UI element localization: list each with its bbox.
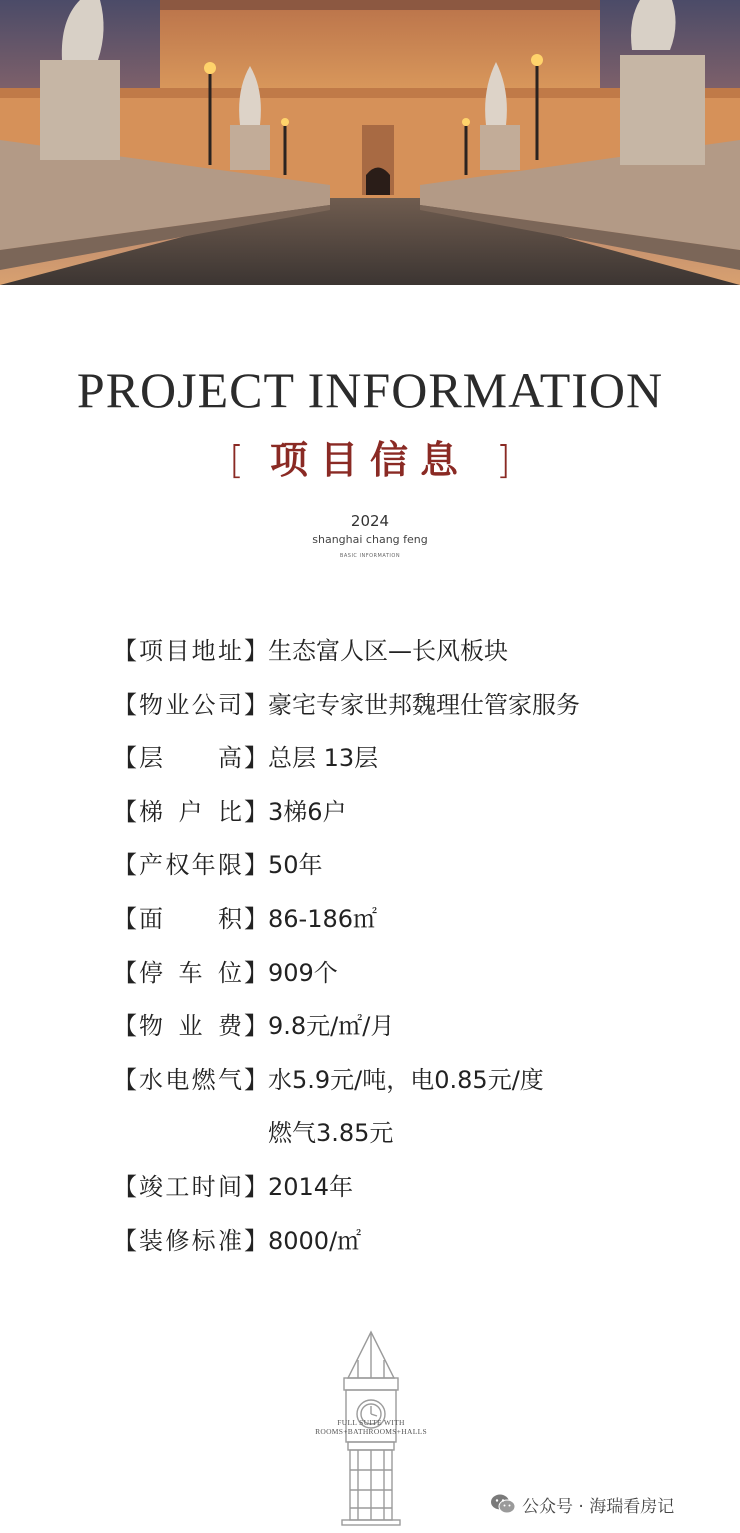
info-row <box>113 894 673 948</box>
info-label-text <box>137 1216 244 1266</box>
label-bracket-right: 】 <box>244 1012 268 1041</box>
label-char: 年 <box>191 851 216 880</box>
info-value: 909个 <box>268 958 338 987</box>
info-label-text <box>137 626 244 676</box>
label-char: 准 <box>217 1226 242 1255</box>
label-bracket-right: 】 <box>244 1065 268 1094</box>
year-label: 2024 <box>350 512 390 530</box>
info-value: 水5.9元/吨，电0.85元/度 <box>268 1065 544 1094</box>
label-char: 装 <box>139 1226 163 1255</box>
label-char: 高 <box>218 744 242 773</box>
label-bracket-left: 【 <box>113 690 137 719</box>
info-row <box>113 787 673 841</box>
info-label-text <box>137 733 244 783</box>
info-value: 3梯6户 <box>268 797 347 826</box>
label-bracket-right: 】 <box>244 904 268 933</box>
info-value: 燃气3.85元 <box>268 1119 394 1148</box>
label-bracket-left: 【 <box>113 904 137 933</box>
label-char: 位 <box>218 958 242 987</box>
info-label-text <box>137 680 244 730</box>
title-chinese-text: 项目信息 <box>269 438 470 482</box>
label-char: 面 <box>139 904 163 933</box>
label-bracket-left: 【 <box>113 637 137 665</box>
page-title-chinese <box>0 432 740 488</box>
label-bracket-right: 】 <box>244 958 268 987</box>
info-label <box>113 733 268 783</box>
label-char: 权 <box>165 851 190 880</box>
label-bracket-left: 【 <box>113 744 137 773</box>
label-char: 址 <box>217 637 242 665</box>
info-row <box>113 948 673 1002</box>
info-value: 2014年 <box>268 1172 354 1201</box>
label-bracket-left: 【 <box>113 1012 137 1041</box>
label-bracket-right: 】 <box>244 797 268 826</box>
label-char: 水 <box>139 1065 163 1094</box>
hero-photo <box>0 0 740 285</box>
label-char: 物 <box>139 690 163 719</box>
label-bracket-left: 【 <box>113 1172 137 1201</box>
label-char: 比 <box>218 797 242 826</box>
label-bracket-right: 】 <box>244 1226 268 1255</box>
bridge-scene <box>0 0 740 285</box>
ornament-caption <box>296 1418 446 1436</box>
watermark-text: 公众号 · 海瑞看房记 <box>522 1496 675 1517</box>
wechat-icon <box>490 1493 516 1515</box>
info-label-text <box>137 1001 244 1051</box>
info-value: 9.8元/㎡/月 <box>268 1012 395 1041</box>
project-info-list <box>113 626 673 1269</box>
label-bracket-left: 【 <box>113 1065 137 1094</box>
info-label-text <box>137 840 244 890</box>
label-char: 车 <box>178 958 203 987</box>
label-bracket-left: 【 <box>113 851 137 880</box>
info-row <box>113 1055 673 1109</box>
info-label <box>113 1001 268 1051</box>
label-char: 时 <box>191 1172 216 1201</box>
label-bracket-right: 】 <box>244 637 268 665</box>
info-label-text <box>137 894 244 944</box>
basic-info-tag: BASIC INFORMATION <box>339 553 401 559</box>
info-label-text <box>137 948 244 998</box>
info-label <box>113 1216 268 1266</box>
info-label <box>113 948 268 998</box>
info-row <box>113 1001 673 1055</box>
watermark <box>490 1491 674 1517</box>
label-char: 标 <box>191 1226 216 1255</box>
label-bracket-left: 【 <box>113 1226 137 1255</box>
label-char: 间 <box>217 1172 242 1201</box>
subtitle-label: shanghai chang feng <box>312 533 428 546</box>
label-bracket-right: 】 <box>244 851 268 880</box>
info-row <box>113 733 673 787</box>
label-bracket-left: 【 <box>113 958 137 987</box>
label-bracket-right: 】 <box>244 690 268 719</box>
info-label <box>113 1162 268 1212</box>
info-label <box>113 787 268 837</box>
info-label <box>113 680 268 730</box>
label-char: 费 <box>218 1012 242 1041</box>
label-char: 公 <box>191 690 216 719</box>
bracket-left: [ <box>229 438 244 482</box>
info-value: 86-186㎡ <box>268 904 378 933</box>
label-char: 电 <box>165 1065 190 1094</box>
label-bracket-left: 【 <box>113 797 137 826</box>
info-label <box>113 894 268 944</box>
info-value: 生态富人区—长风板块 <box>268 637 508 665</box>
label-char: 地 <box>191 637 216 665</box>
label-char: 燃 <box>191 1065 216 1094</box>
info-label-text <box>137 1055 244 1105</box>
label-char: 竣 <box>139 1172 163 1201</box>
label-char: 物 <box>139 1012 163 1041</box>
info-label <box>113 1055 268 1105</box>
label-char: 项 <box>139 637 163 665</box>
info-value: 总层 13层 <box>268 744 379 773</box>
info-row <box>113 840 673 894</box>
label-char: 目 <box>165 637 190 665</box>
ornament-line-1: FULL SUITE WITH <box>337 1418 405 1427</box>
info-value: 豪宅专家世邦魏理仕管家服务 <box>268 690 580 719</box>
label-char: 司 <box>217 690 242 719</box>
info-row <box>113 1216 673 1270</box>
label-char: 停 <box>139 958 163 987</box>
label-char: 梯 <box>139 797 163 826</box>
label-char: 修 <box>165 1226 190 1255</box>
info-label <box>113 626 268 676</box>
label-char: 产 <box>139 851 163 880</box>
info-label-text <box>137 787 244 837</box>
ornament-line-2: ROOMS+BATHROOMS+HALLS <box>315 1427 427 1436</box>
bracket-right: ] <box>496 438 511 482</box>
info-value: 50年 <box>268 851 323 880</box>
info-row <box>113 1162 673 1216</box>
label-char: 业 <box>165 690 190 719</box>
info-row-continuation <box>113 1108 673 1162</box>
label-char: 工 <box>165 1172 190 1201</box>
label-bracket-right: 】 <box>244 1172 268 1201</box>
label-char: 限 <box>217 851 242 880</box>
info-row <box>113 680 673 734</box>
info-value: 8000/㎡ <box>268 1226 362 1255</box>
label-char: 业 <box>178 1012 203 1041</box>
label-char: 积 <box>218 904 242 933</box>
page-title-english: PROJECT INFORMATION <box>76 362 664 418</box>
label-char: 户 <box>178 797 203 826</box>
label-char: 层 <box>139 744 163 773</box>
label-char: 气 <box>217 1065 242 1094</box>
label-bracket-right: 】 <box>244 744 268 773</box>
info-row <box>113 626 673 680</box>
info-label-text <box>137 1162 244 1212</box>
info-label <box>113 840 268 890</box>
